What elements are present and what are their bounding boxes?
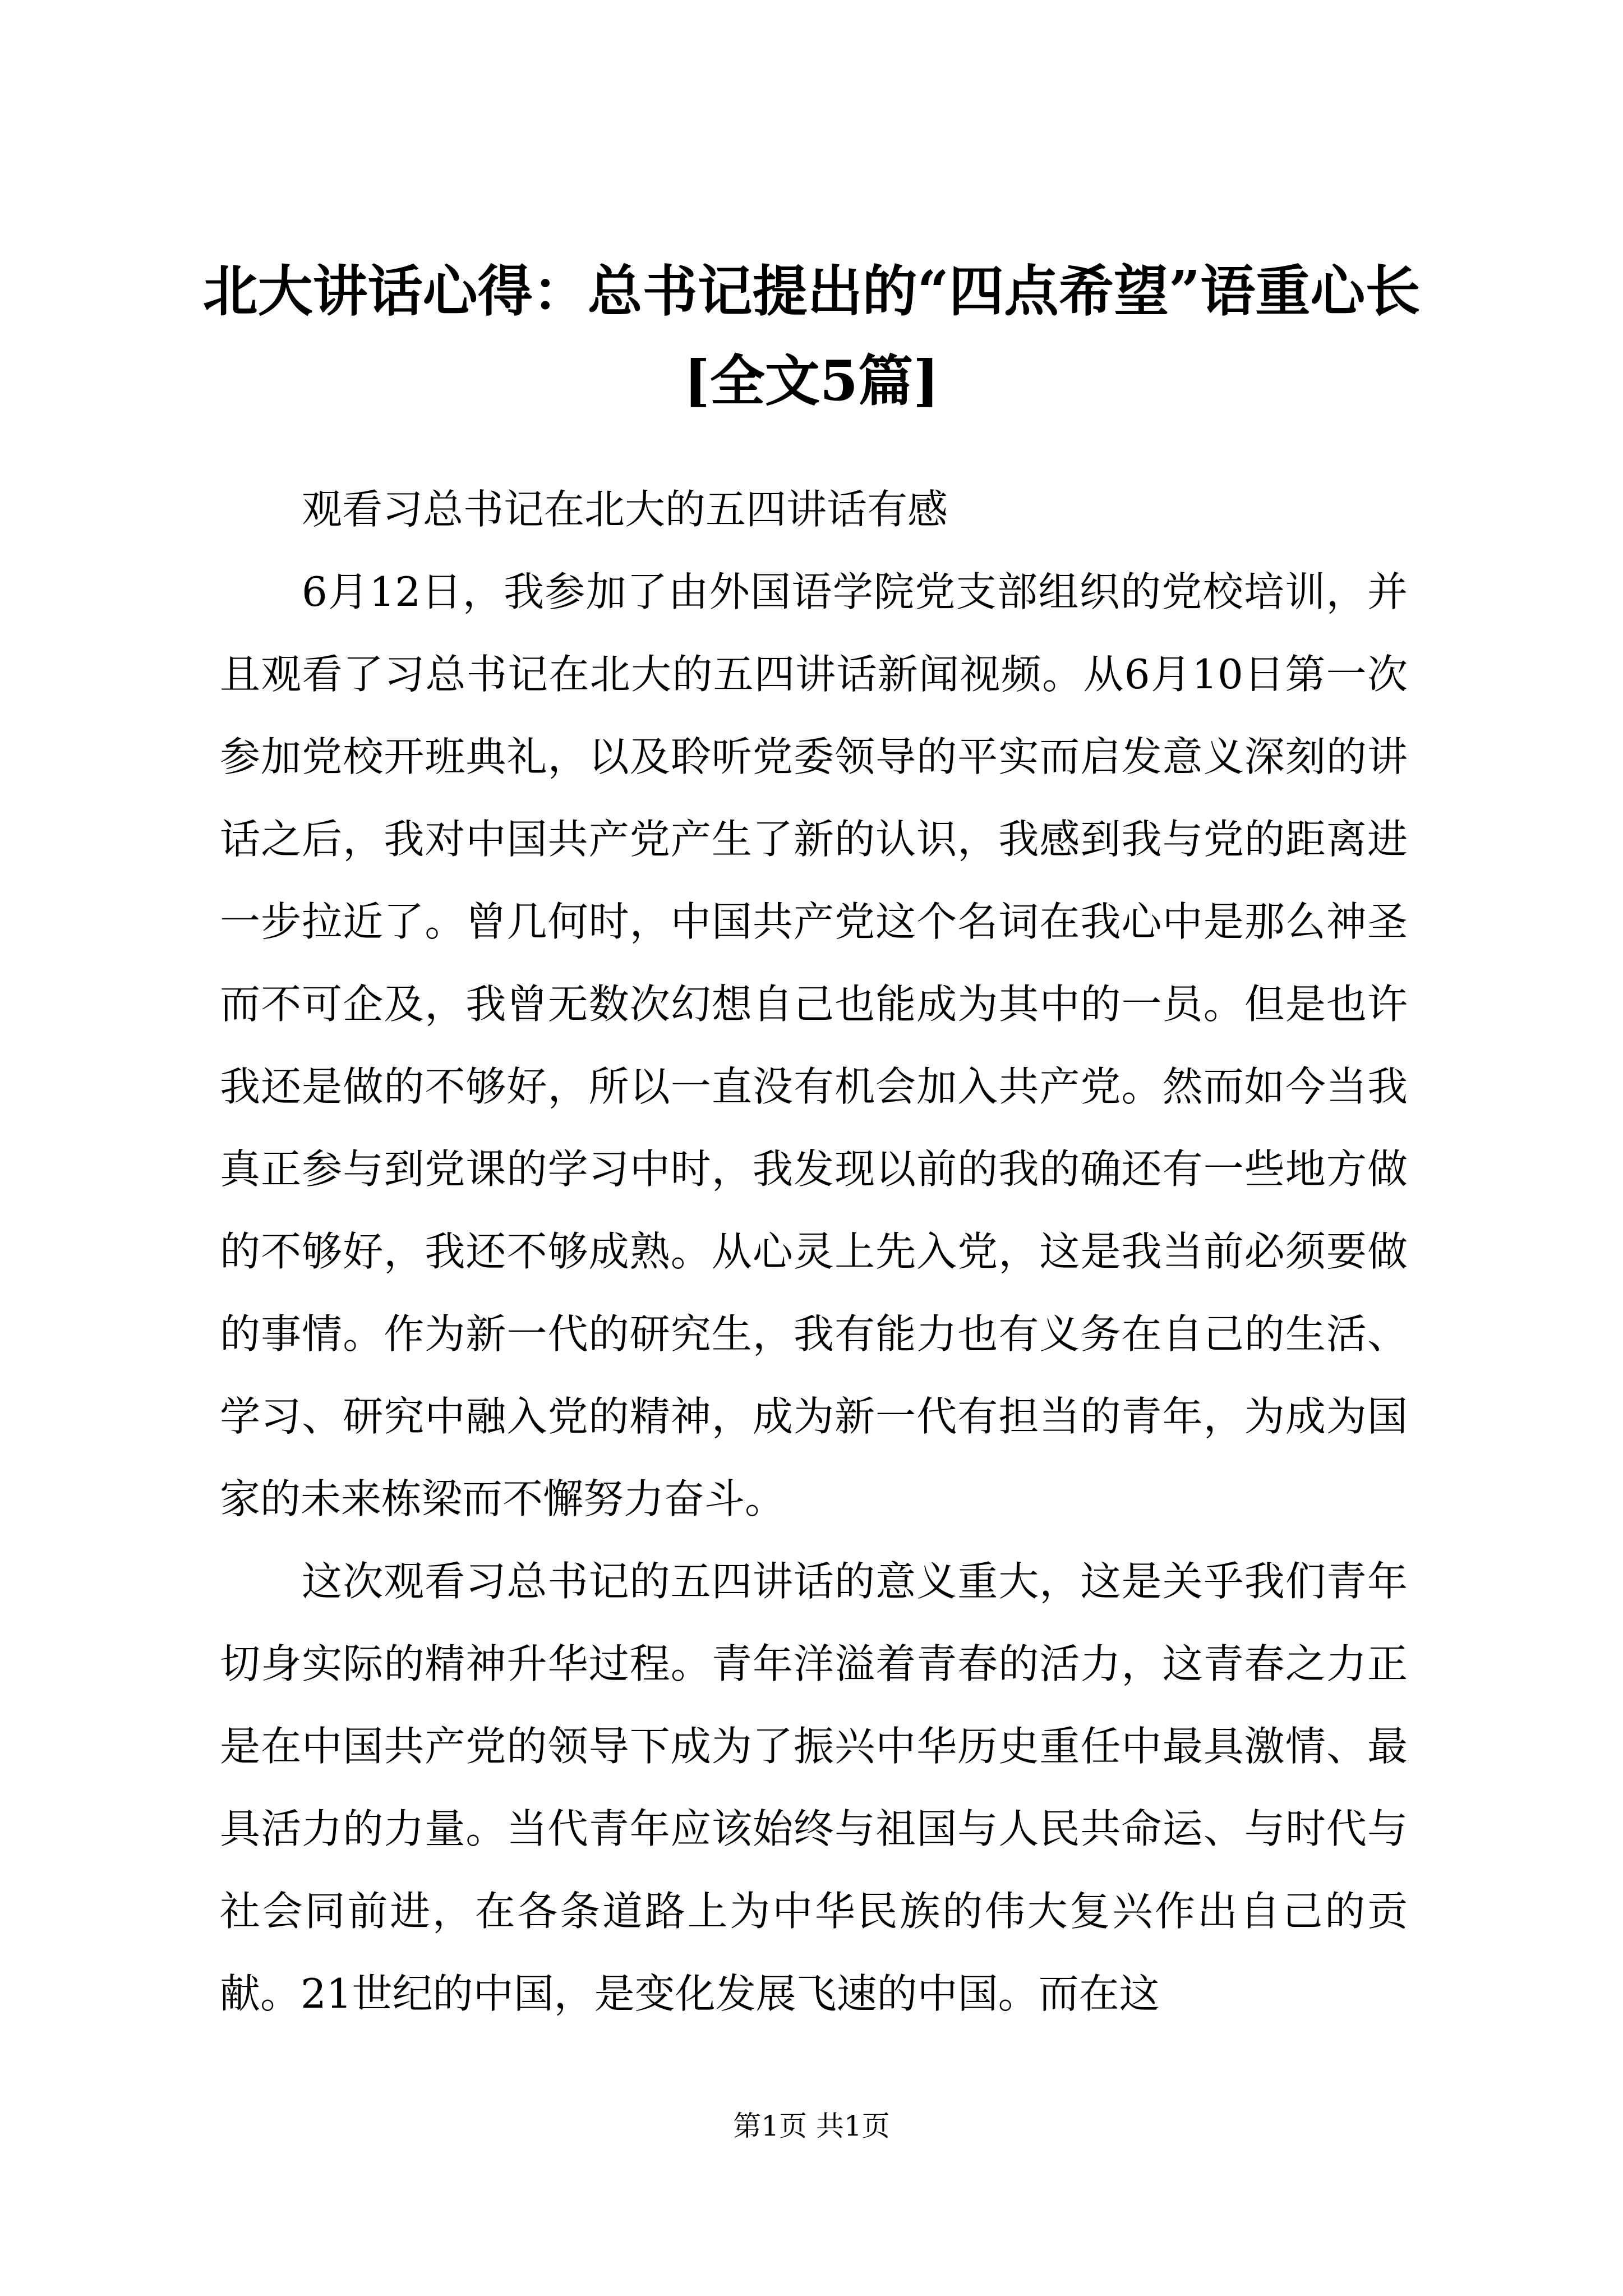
- page-number-footer: 第1页 共1页: [733, 2110, 890, 2142]
- document-subheading: 观看习总书记在北大的五四讲话有感: [302, 486, 948, 533]
- document-title: 北大讲话心得：总书记提出的“四点希望”语重心长[全文5篇]: [202, 259, 1421, 413]
- body-paragraph: 这次观看习总书记的五四讲话的意义重大，这是关乎我们青年切身实际的精神升华过程。青年洋溢着青春的活力，这青春之力正是在中国共产党的领导下成为了振兴中华历史重任中最具激情、最具活力的力量。当代青年应该始终与祖国与人民共命运、与时代与社会同前进，在各条道路上为中华民族的伟大复兴作出自己的贡献。21世纪的中国，是变化发展飞速的中国。而在这: [220, 1558, 1408, 2017]
- document-body: [220, 468, 1408, 2035]
- body-paragraph: 6月12日，我参加了由外国语学院党支部组织的党校培训，并且观看了习总书记在北大的五四讲话新闻视频。从6月10日第一次参加党校开班典礼，以及聆听党委领导的平实而启发意义深刻的讲话之后，我对中国共产党产生了新的认识，我感到我与党的距离进一步拉近了。曾几何时，中国共产党这个名词在我心中是那么神圣而不可企及，我曾无数次幻想自己也能成为其中的一员。但是也许我还是做的不够好，所以一直没有机会加入共产党。然而如今当我真正参与到党课的学习中时，我发现以前的我的确还有一些地方做的不够好，我还不够成熟。从心灵上先入党，这是我当前必须要做的事情。作为新一代的研究生，我有能力也有义务在自己的生活、学习、研究中融入党的精神，成为新一代有担当的青年，为成为国家的未来栋梁而不懈努力奋斗。: [220, 568, 1408, 1522]
